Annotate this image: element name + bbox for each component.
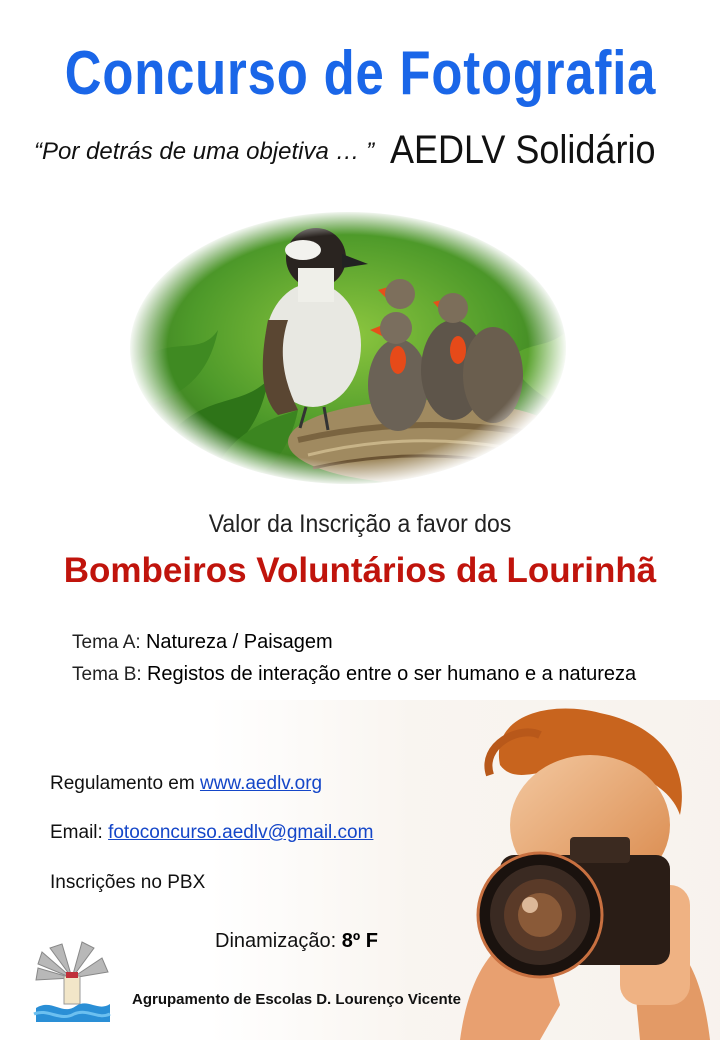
email-link[interactable]: fotoconcurso.aedlv@gmail.com xyxy=(108,822,374,843)
organizer-line xyxy=(215,930,378,953)
rules-line xyxy=(50,773,322,795)
birds-nest-photo xyxy=(128,210,568,486)
theme-b-value: Registos de interação entre o ser humano e a natureza xyxy=(146,663,637,685)
subtitle-quote: “Por detrás de uma objetiva … ” xyxy=(34,138,375,165)
rules-label: Regulamento em xyxy=(50,773,200,794)
theme-b-label: Tema B: xyxy=(72,664,142,685)
poster-title: Concurso de Fotografia xyxy=(64,39,657,108)
beneficiary-name: Bombeiros Voluntários da Lourinhã xyxy=(63,551,657,590)
registration-info: Inscrições no PBX xyxy=(50,872,206,893)
rules-link[interactable]: www.aedlv.org xyxy=(199,773,323,794)
organizer-label: Dinamização: xyxy=(215,930,342,952)
theme-a-label: Tema A: xyxy=(72,632,141,653)
school-logo-icon xyxy=(32,938,112,1022)
theme-b xyxy=(72,663,636,686)
photographer-image xyxy=(430,705,720,1040)
theme-a xyxy=(72,631,333,654)
subtitle-brand: AEDLV Solidário xyxy=(390,128,656,172)
email-line xyxy=(50,822,373,844)
organizer-value: 8º F xyxy=(341,930,378,952)
school-name: Agrupamento de Escolas D. Lourenço Vicente xyxy=(132,991,461,1008)
entry-fee-intro: Valor da Inscrição a favor dos xyxy=(208,510,512,538)
theme-a-value: Natureza / Paisagem xyxy=(145,631,333,653)
email-label: Email: xyxy=(50,822,109,843)
